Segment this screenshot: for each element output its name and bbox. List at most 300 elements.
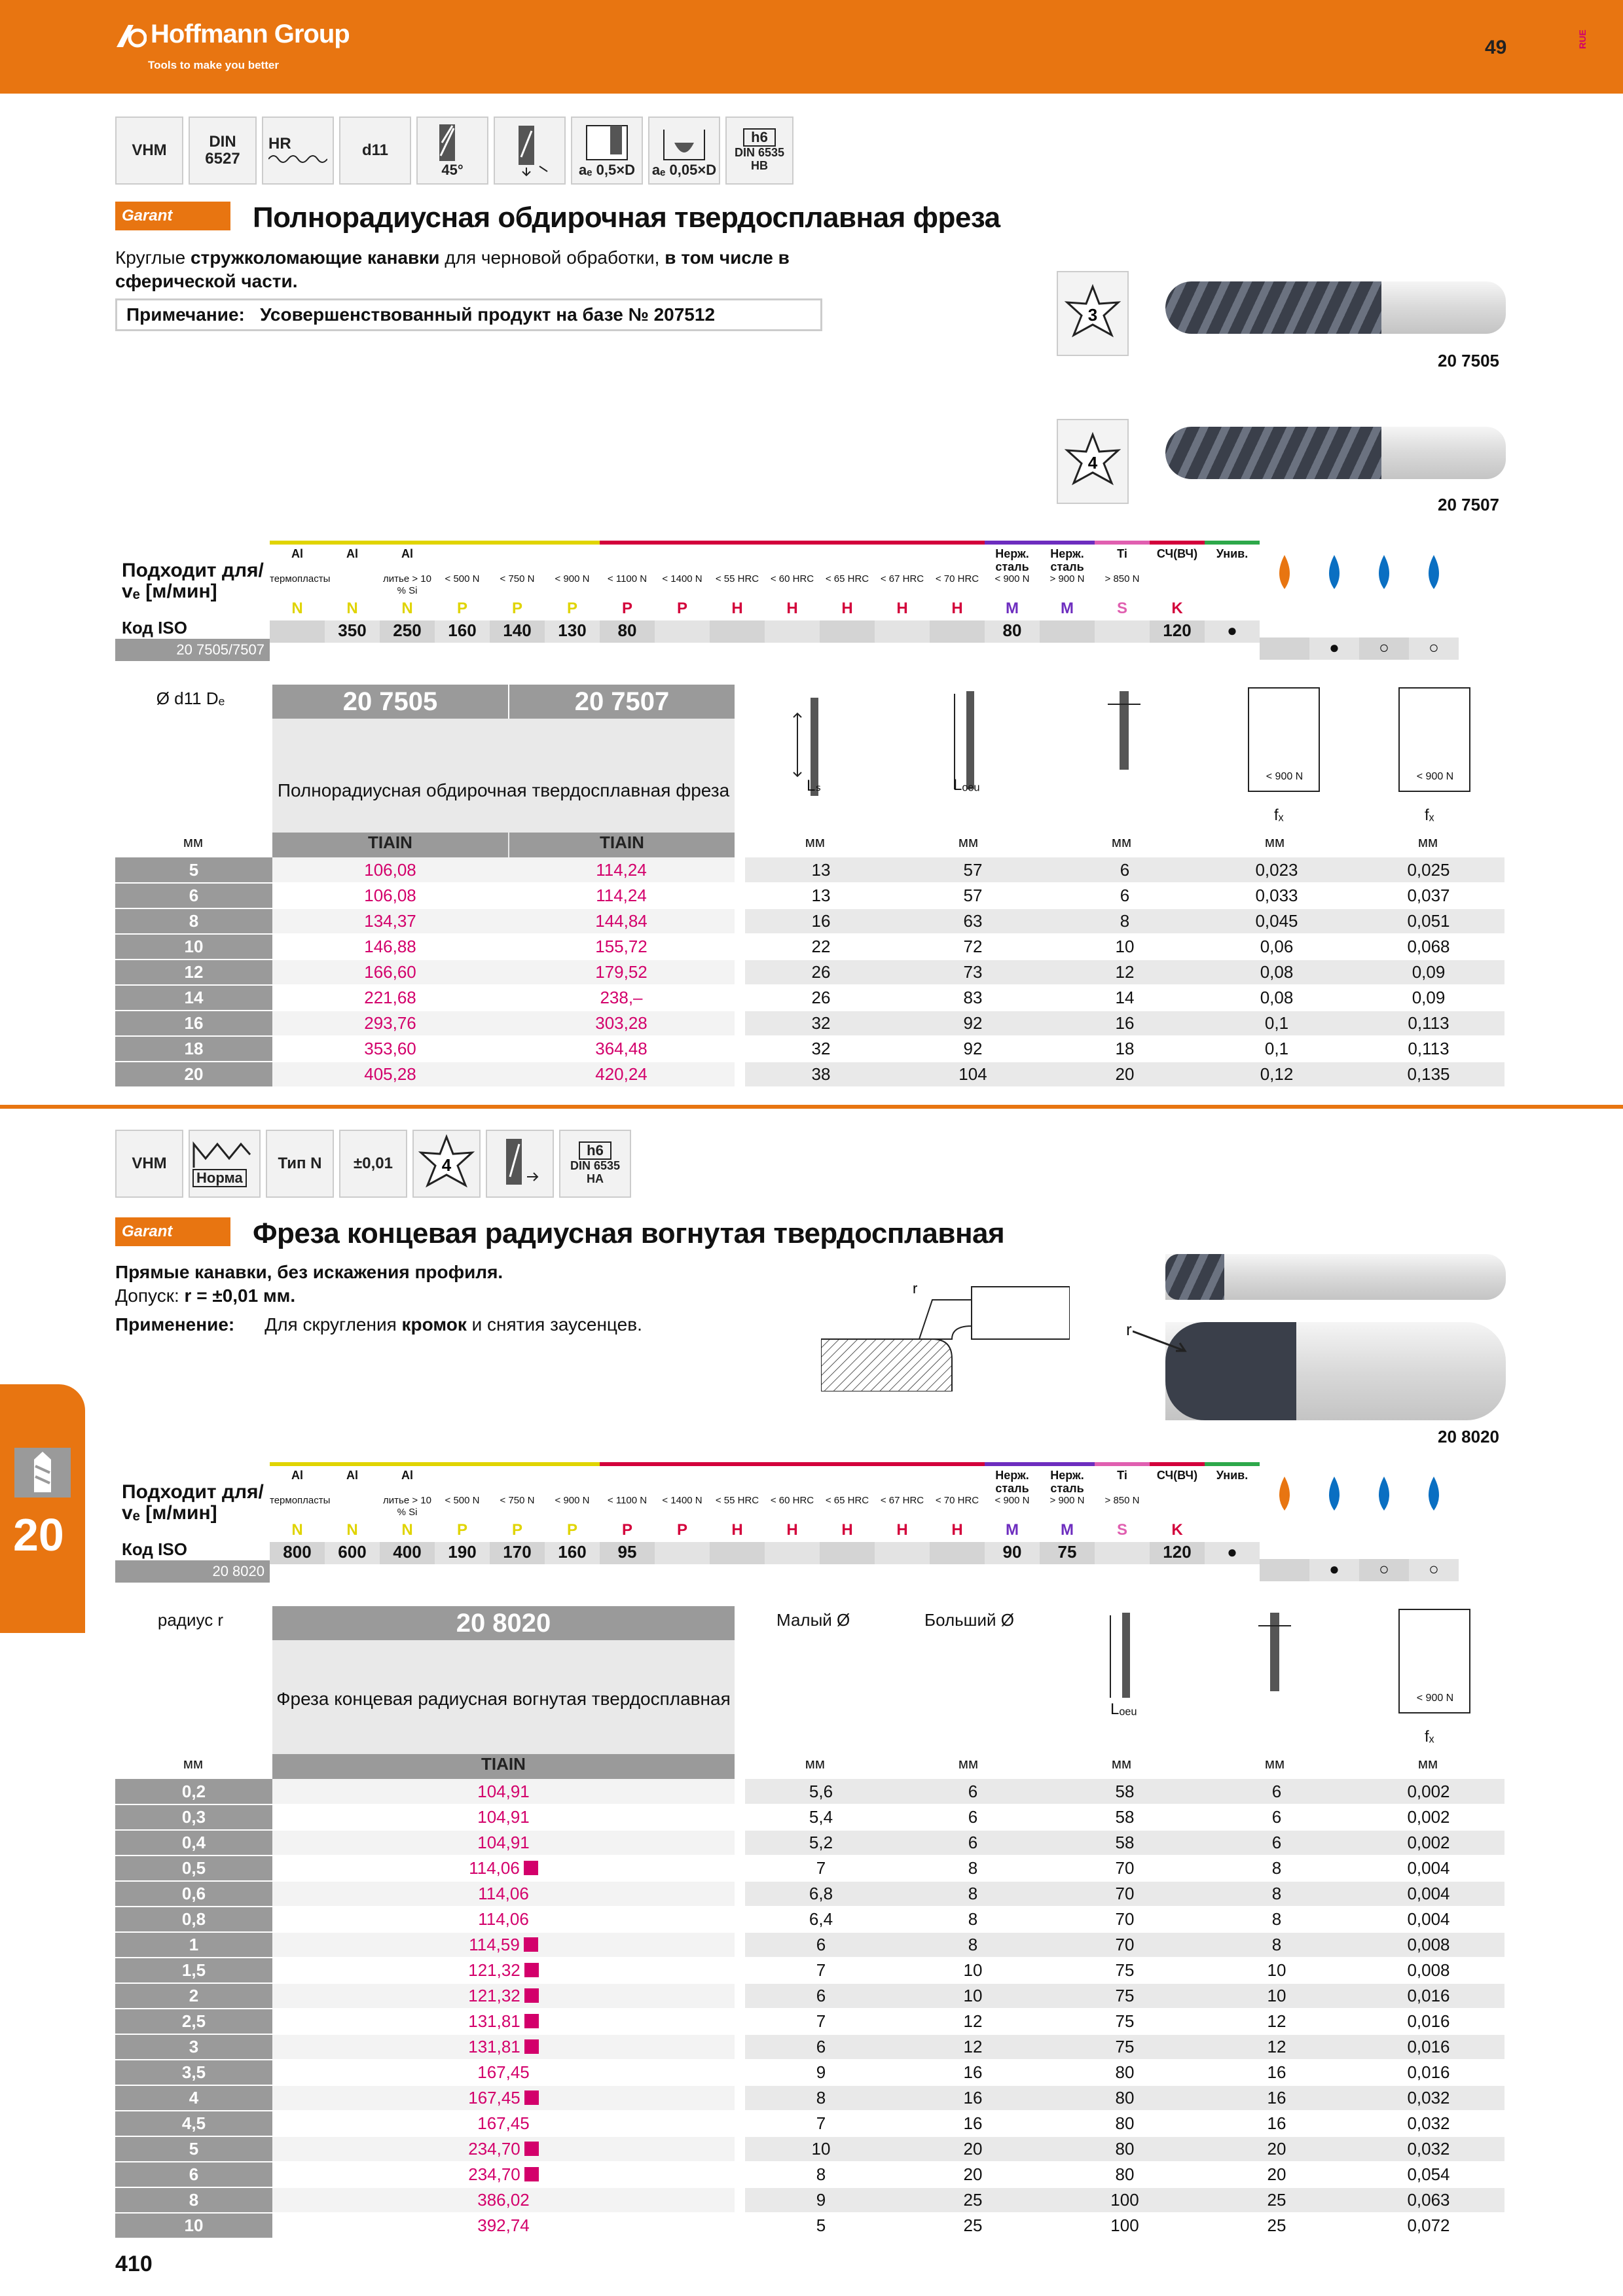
value-cell: 6,4	[745, 1907, 897, 1932]
value-cell: 8	[897, 1856, 1049, 1881]
product-line-1: Прямые канавки, без искажения профиля.	[115, 1262, 503, 1282]
din-hb-label: DIN 6535 HB	[734, 146, 785, 173]
material-name	[930, 545, 985, 573]
iso-code: H	[786, 1521, 798, 1539]
stock-marker-icon	[524, 2167, 539, 2181]
row-key: 5	[115, 857, 272, 883]
hoffmann-logo-icon	[115, 22, 147, 48]
value-cell: 6	[897, 1804, 1049, 1830]
value-cell: 18	[1049, 1036, 1201, 1062]
material-column	[820, 1462, 875, 1587]
iso-code: H	[896, 600, 908, 617]
stock-marker-icon	[524, 1861, 538, 1875]
material-name	[765, 1466, 820, 1495]
shank-diameter-icon	[1248, 1613, 1300, 1717]
table-row	[115, 2136, 1504, 2162]
value-cell: 0,08	[1201, 985, 1353, 1011]
tolerance-line: Допуск: r = ±0,01 мм.	[115, 1285, 296, 1306]
vhm-icon: VHM	[115, 1130, 183, 1198]
row-key: 8	[115, 908, 272, 934]
cutting-speed	[820, 620, 875, 643]
value-cell: 0,025	[1353, 857, 1504, 883]
material-spec: > 850 N	[1104, 573, 1140, 584]
table-row	[115, 2085, 1504, 2111]
drill-icon	[13, 1446, 72, 1499]
price-207507: 179,52	[508, 960, 735, 985]
value-cell: 0,032	[1353, 2136, 1504, 2162]
value-cell: 25	[897, 2213, 1049, 2238]
value-cell: 80	[1049, 2060, 1201, 2085]
iso-code: N	[346, 1521, 358, 1539]
value-cell: 8	[1049, 908, 1201, 934]
material-column	[1150, 1462, 1205, 1587]
gap	[735, 1983, 745, 2009]
profile-depth-icon	[648, 117, 720, 185]
value-cell: 100	[1049, 2213, 1201, 2238]
price-value: 114,06	[478, 1884, 529, 1903]
row-key: 16	[115, 1011, 272, 1036]
iso-code	[1205, 1521, 1260, 1542]
row-key: 0,2	[115, 1779, 272, 1804]
row-key: 4,5	[115, 2111, 272, 2136]
cutting-speed	[930, 620, 985, 643]
price-207505: 166,60	[272, 960, 508, 985]
value-cell: 0,09	[1353, 960, 1504, 985]
tolerance-d11-icon: d11	[339, 117, 411, 185]
feed-icon-1: < 900 N	[1248, 687, 1320, 792]
value-cell: 0,113	[1353, 1036, 1504, 1062]
material-column	[1040, 1462, 1095, 1587]
value-cell: 6	[745, 1932, 897, 1958]
coolant-mark: ○	[1359, 637, 1409, 660]
row-key: 12	[115, 960, 272, 985]
value-cell: 0,033	[1201, 883, 1353, 908]
value-cell: 100	[1049, 2187, 1201, 2213]
col-header-208020: 20 8020	[272, 1606, 735, 1640]
value-cell: 38	[745, 1062, 897, 1087]
price-208020	[272, 1856, 735, 1881]
coolant-mark: ●	[1309, 637, 1359, 660]
gap	[735, 2009, 745, 2034]
material-spec: < 500 N	[445, 573, 480, 584]
material-column	[600, 541, 655, 665]
product-description-1	[115, 246, 809, 293]
material-name	[545, 545, 600, 573]
suitable-for-label: Подходит для/ vₑ [м/мин]	[122, 560, 264, 602]
svg-text:4: 4	[441, 1155, 452, 1175]
price-value: 167,45	[468, 2088, 520, 2108]
price-208020	[272, 1958, 735, 1983]
helix-angle-label: 45°	[441, 161, 464, 178]
material-columns	[212, 1462, 1504, 1587]
value-cell: 0,016	[1353, 2034, 1504, 2060]
cutting-speed: ●	[1205, 1542, 1260, 1564]
material-column	[710, 541, 765, 665]
material-column	[380, 1462, 435, 1587]
value-cell: 57	[897, 883, 1049, 908]
spec-icons-2	[115, 1130, 631, 1198]
table-row	[115, 2213, 1504, 2238]
feed-icon-2: < 900 N	[1398, 687, 1470, 792]
spacer	[1309, 598, 1359, 637]
value-cell: 0,1	[1201, 1011, 1353, 1036]
stock-marker-icon	[524, 2014, 539, 2028]
value-cell: 9	[745, 2060, 897, 2085]
material-column	[710, 1462, 765, 1587]
material-spec	[1205, 573, 1260, 600]
unit-row: мм мм мм мм мм мм	[183, 1755, 1438, 1772]
gap	[735, 934, 745, 960]
row-key: 0,3	[115, 1804, 272, 1830]
material-spec: < 65 HRC	[825, 1495, 869, 1506]
gap	[735, 2213, 745, 2238]
value-cell: 16	[1201, 2111, 1353, 2136]
material-name: Унив.	[1216, 547, 1249, 560]
ae-005-label: aₑ 0,05×D	[651, 161, 717, 178]
emulsion-icon	[1359, 1462, 1409, 1520]
row-key: 1,5	[115, 1958, 272, 1983]
value-cell: 7	[745, 1958, 897, 1983]
footer-page-number: 410	[115, 2251, 153, 2276]
coolant-column	[1409, 541, 1459, 665]
tool-tip	[1165, 1254, 1224, 1300]
value-cell: 0,08	[1201, 960, 1353, 985]
material-column	[270, 1462, 331, 1587]
value-cell: 16	[1049, 1011, 1201, 1036]
material-spec: > 850 N	[1104, 1495, 1140, 1506]
table-row	[115, 1011, 1504, 1036]
row-key: 2	[115, 1983, 272, 2009]
price-value: 104,91	[477, 1807, 530, 1827]
gap	[735, 2187, 745, 2213]
material-column	[1095, 541, 1150, 665]
price-208020	[272, 2034, 735, 2060]
table-row	[115, 2060, 1504, 2085]
gap	[735, 883, 745, 908]
material-column	[820, 541, 875, 665]
svg-text:r: r	[913, 1280, 918, 1297]
value-cell: 0,1	[1201, 1036, 1353, 1062]
material-spec: литье > 10 % Si	[383, 573, 431, 596]
coolant-column	[1359, 1462, 1409, 1587]
material-spec	[1205, 1495, 1260, 1521]
material-column	[435, 1462, 490, 1587]
din-icon	[189, 117, 257, 185]
radius-diagram	[821, 1274, 1070, 1391]
material-spec: литье > 10 % Si	[383, 1495, 431, 1518]
ls-label: Lₛ	[807, 777, 822, 795]
table-row	[115, 1062, 1504, 1087]
cutting-speed: 95	[600, 1542, 655, 1564]
material-column	[325, 541, 380, 665]
material-spec: < 1400 N	[662, 573, 702, 584]
coolant-mark: ○	[1409, 1559, 1459, 1581]
row-key: 2,5	[115, 2009, 272, 2034]
value-cell: 8	[1201, 1907, 1353, 1932]
price-207505: 146,88	[272, 934, 508, 960]
slot-depth-icon	[571, 117, 643, 185]
material-column	[490, 1462, 545, 1587]
radius-arrow-icon	[1133, 1329, 1192, 1355]
value-cell: 26	[745, 960, 897, 985]
material-spec: > 900 N	[1049, 1495, 1085, 1506]
value-cell: 10	[897, 1958, 1049, 1983]
cutting-speed: 160	[435, 620, 490, 643]
price-208020	[272, 1881, 735, 1907]
coolant-mark	[1260, 637, 1309, 660]
material-spec: < 1100 N	[607, 573, 647, 584]
material-name: СЧ(ВЧ)	[1156, 1469, 1198, 1482]
material-spec	[1150, 573, 1205, 600]
material-column	[765, 1462, 820, 1587]
material-name	[435, 1466, 490, 1495]
price-value: 234,70	[468, 2139, 520, 2159]
application-line: Применение: Для скругления кромок и снятия заусенцев.	[115, 1314, 642, 1335]
din-label: DIN 6527	[205, 132, 240, 168]
coating-header: TIAIN	[272, 833, 508, 857]
iso-code: N	[401, 1521, 413, 1539]
value-cell: 80	[1049, 2111, 1201, 2136]
value-cell: 6	[1201, 1779, 1353, 1804]
cutting-speed: 600	[325, 1542, 380, 1564]
value-cell: 0,037	[1353, 883, 1504, 908]
value-cell: 0,032	[1353, 2085, 1504, 2111]
price-value: 114,59	[469, 1935, 520, 1954]
value-cell: 32	[745, 1036, 897, 1062]
cutting-speed	[1040, 620, 1095, 643]
price-207505: 221,68	[272, 985, 508, 1011]
gap	[735, 2085, 745, 2111]
value-cell: 12	[1201, 2009, 1353, 2034]
value-cell: 25	[1201, 2187, 1353, 2213]
dry-icon	[1260, 1462, 1309, 1520]
stock-marker-icon	[524, 2039, 539, 2054]
row-key: 4	[115, 2085, 272, 2111]
material-name: Ti	[1117, 1469, 1127, 1482]
row-key: 8	[115, 2187, 272, 2213]
table-row	[115, 908, 1504, 934]
iso-code: K	[1171, 600, 1183, 617]
price-value: 121,32	[468, 1986, 520, 2005]
cutting-speed: 160	[545, 1542, 600, 1564]
spacer	[1359, 1520, 1409, 1559]
iso-code: H	[731, 600, 743, 617]
iso-code: H	[951, 1521, 963, 1539]
price-value: 104,91	[477, 1781, 530, 1801]
iso-code: M	[1061, 600, 1074, 617]
value-cell: 0,113	[1353, 1011, 1504, 1036]
value-cell: 0,002	[1353, 1779, 1504, 1804]
gap	[735, 985, 745, 1011]
desc-text: для черновой обработки,	[439, 247, 665, 268]
cutting-speed: 250	[380, 620, 435, 643]
material-name: Al	[401, 1469, 413, 1482]
material-name: Al	[346, 1469, 358, 1482]
iso-code: N	[401, 600, 413, 617]
cutting-speed: 80	[600, 620, 655, 643]
price-value: 121,32	[468, 1960, 520, 1980]
material-spec: < 55 HRC	[715, 573, 759, 584]
radius-header: радиус r	[157, 1610, 224, 1630]
value-cell: 16	[897, 2060, 1049, 2085]
table-row	[115, 1036, 1504, 1062]
price-value: 131,81	[468, 2037, 520, 2056]
helix-angle-icon	[416, 117, 488, 185]
value-cell: 6	[745, 1983, 897, 2009]
value-cell: 10	[1201, 1958, 1353, 1983]
ltot-label: Lₒₑᵤ	[953, 776, 980, 794]
value-cell: 12	[897, 2034, 1049, 2060]
large-diameter-header: Больший Ø	[924, 1610, 1015, 1630]
value-cell: 20	[1201, 2162, 1353, 2187]
cutting-speed: 190	[435, 1542, 490, 1564]
material-spec	[1150, 1495, 1205, 1521]
value-cell: 0,002	[1353, 1830, 1504, 1856]
iso-code: N	[291, 1521, 303, 1539]
material-name	[765, 545, 820, 573]
value-cell: 16	[745, 908, 897, 934]
price-208020	[272, 1932, 735, 1958]
cutting-speed	[1095, 1542, 1150, 1564]
price-value: 167,45	[477, 2062, 530, 2082]
table-row	[115, 1804, 1504, 1830]
price-208020	[272, 2111, 735, 2136]
price-208020	[272, 1830, 735, 1856]
price-value: 114,06	[469, 1858, 520, 1878]
coating-header: TIAIN	[272, 1754, 735, 1779]
price-208020	[272, 2187, 735, 2213]
material-name: Нерж. сталь	[1050, 1469, 1084, 1495]
cutting-speed: 90	[985, 1542, 1040, 1564]
material-column	[1095, 1462, 1150, 1587]
straight-flute-icon	[486, 1130, 554, 1198]
price-208020	[272, 2213, 735, 2238]
material-name	[655, 1466, 710, 1495]
mql-icon	[1409, 541, 1459, 598]
cutting-speed: 120	[1150, 1542, 1205, 1564]
iso-code: H	[786, 600, 798, 617]
material-column	[270, 541, 331, 665]
hr-icon	[262, 117, 334, 185]
gap	[735, 1062, 745, 1087]
material-column	[930, 541, 985, 665]
material-name	[875, 1466, 930, 1495]
value-cell: 8	[897, 1881, 1049, 1907]
iso-code: N	[346, 600, 358, 617]
note-value: Усовершенствованный продукт на базе № 207512	[260, 304, 716, 325]
value-cell: 6	[1049, 883, 1201, 908]
value-cell: 80	[1049, 2085, 1201, 2111]
material-column	[875, 541, 930, 665]
row-key: 18	[115, 1036, 272, 1062]
value-cell: 80	[1049, 2136, 1201, 2162]
table-row	[115, 2034, 1504, 2060]
cutting-speed	[655, 1542, 710, 1564]
note-label: Примечание:	[126, 304, 245, 325]
price-207507: 114,24	[508, 883, 735, 908]
material-column	[490, 541, 545, 665]
iso-code-label: Код ISO	[122, 1539, 187, 1559]
h6-label: h6	[743, 128, 776, 147]
iso-code: M	[1006, 1521, 1019, 1539]
value-cell: 57	[897, 857, 1049, 883]
iso-code: S	[1116, 1521, 1127, 1539]
value-cell: 0,002	[1353, 1804, 1504, 1830]
gap	[735, 908, 745, 934]
article-208020: 20 8020	[1438, 1427, 1499, 1446]
iso-code: P	[456, 600, 467, 617]
value-cell: 25	[1201, 2213, 1353, 2238]
table-row	[115, 1779, 1504, 1804]
value-cell: 12	[1049, 960, 1201, 985]
iso-code-label: Код ISO	[122, 618, 187, 637]
desc-text: Круглые	[115, 247, 191, 268]
value-cell: 20	[897, 2136, 1049, 2162]
value-cell: 13	[745, 857, 897, 883]
spacer	[1359, 598, 1409, 637]
material-spec: < 1100 N	[607, 1495, 647, 1506]
shank-h6-icon	[559, 1130, 631, 1198]
price-207507: 114,24	[508, 857, 735, 883]
fz-label: fₓ	[1425, 1728, 1434, 1746]
value-cell: 5,4	[745, 1804, 897, 1830]
iso-code: H	[951, 600, 963, 617]
tolerance-icon: ±0,01	[339, 1130, 407, 1198]
gap	[735, 1804, 745, 1830]
value-cell: 8	[897, 1932, 1049, 1958]
spacer	[1409, 598, 1459, 637]
value-cell: 16	[1201, 2085, 1353, 2111]
value-cell: 10	[1049, 934, 1201, 960]
suitable-for-label: Подходит для/ vₑ [м/мин]	[122, 1481, 264, 1524]
cutting-speed	[710, 1542, 765, 1564]
value-cell: 6	[897, 1830, 1049, 1856]
speed-row-label: 20 7505/7507	[115, 639, 270, 661]
material-column	[655, 541, 710, 665]
small-diameter-header: Малый Ø	[776, 1610, 850, 1630]
iso-code: H	[841, 1521, 853, 1539]
material-name	[435, 545, 490, 573]
cutting-speed	[710, 620, 765, 643]
cutting-speed: ●	[1205, 620, 1260, 643]
material-column	[765, 541, 820, 665]
table-row	[115, 2187, 1504, 2213]
value-cell: 0,004	[1353, 1881, 1504, 1907]
dry-icon	[1260, 541, 1309, 598]
iso-code: P	[566, 1521, 577, 1539]
coolant-column	[1309, 541, 1359, 665]
row-key: 0,6	[115, 1881, 272, 1907]
cutting-speed	[820, 1542, 875, 1564]
value-cell: 75	[1049, 2034, 1201, 2060]
product-title-1: Полнорадиусная обдирочная твердосплавная фреза	[253, 202, 1000, 234]
value-cell: 70	[1049, 1932, 1201, 1958]
value-cell: 8	[1201, 1932, 1353, 1958]
iso-code: N	[291, 600, 303, 617]
price-207507: 420,24	[508, 1062, 735, 1087]
gap	[735, 2162, 745, 2187]
value-cell: 6	[1201, 1804, 1353, 1830]
cutting-speed: 75	[1040, 1542, 1095, 1564]
material-spec	[325, 573, 380, 600]
price-207505: 106,08	[272, 857, 508, 883]
value-cell: 0,023	[1201, 857, 1353, 883]
catalog-page-number: 49	[1485, 37, 1507, 58]
value-cell: 5,6	[745, 1779, 897, 1804]
material-column	[1040, 541, 1095, 665]
table-row	[115, 1958, 1504, 1983]
coolant-mark: ●	[1309, 1559, 1359, 1581]
